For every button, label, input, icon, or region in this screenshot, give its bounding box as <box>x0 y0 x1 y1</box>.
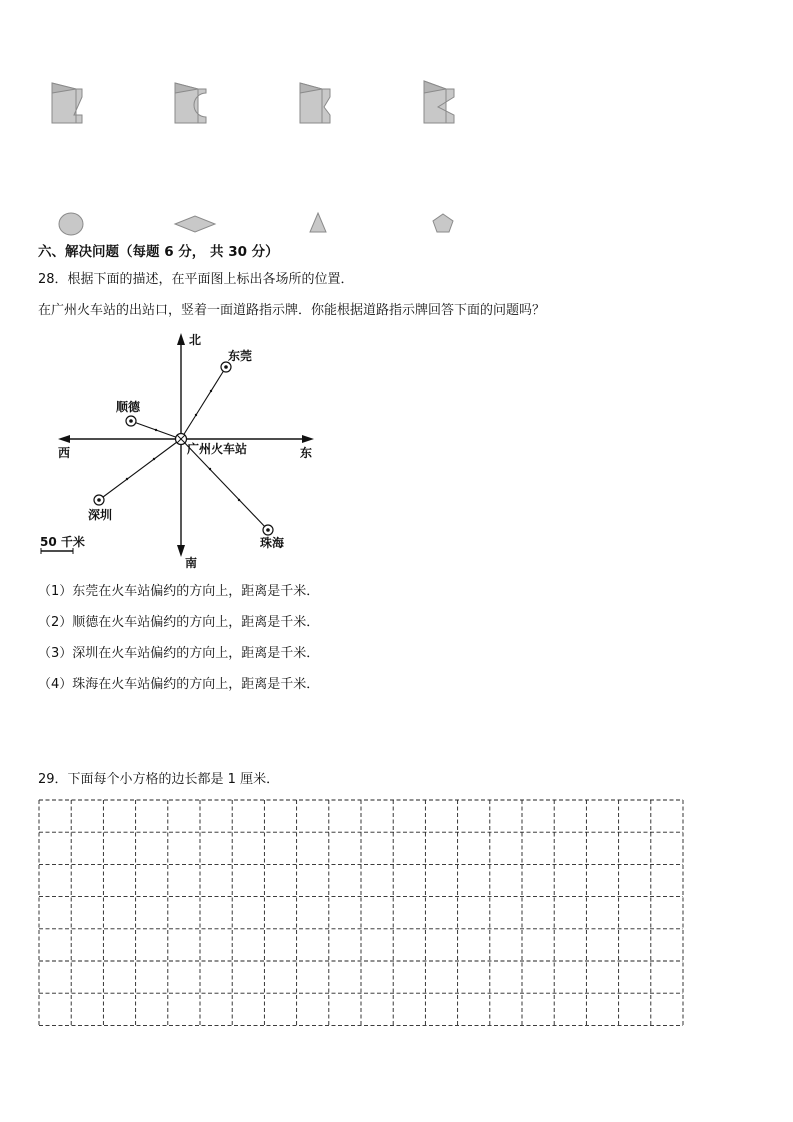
scale-label: 50 千米 <box>40 535 85 549</box>
folded-shape-2 <box>175 83 206 123</box>
north-arrow-icon <box>177 333 185 345</box>
triangle-shape <box>310 213 326 232</box>
rhombus-shape <box>175 216 215 232</box>
label-east: 东 <box>300 446 313 460</box>
square-grid <box>38 799 688 1035</box>
folded-shapes-row <box>40 75 480 130</box>
label-west: 西 <box>58 446 71 460</box>
section-title: 六、解决问题（每题 6 分， 共 30 分） <box>38 244 279 260</box>
direction-map <box>0 325 340 575</box>
marker-dongguan <box>221 362 231 372</box>
pentagon-shape <box>433 214 453 232</box>
label-shunde: 顺德 <box>116 400 141 414</box>
circle-shape <box>59 213 83 235</box>
q28-sub-4: （4）珠海在火车站偏约的方向上，距离是千米． <box>38 677 320 692</box>
ray-shenzhen <box>99 439 181 500</box>
label-zhuhai: 珠海 <box>260 536 285 550</box>
q28-sub-1: （1）东莞在火车站偏约的方向上，距离是千米． <box>38 584 320 599</box>
folded-shape-1 <box>52 83 82 123</box>
label-south: 南 <box>185 556 198 570</box>
west-arrow-icon <box>58 435 70 443</box>
simple-shapes-row <box>40 208 480 240</box>
south-arrow-icon <box>177 545 185 557</box>
marker-shenzhen <box>94 495 104 505</box>
label-shenzhen: 深圳 <box>88 508 113 522</box>
q28-sub-2: （2）顺德在火车站偏约的方向上，距离是千米． <box>38 615 320 630</box>
label-dongguan: 东莞 <box>228 349 253 363</box>
q28-sub-3: （3）深圳在火车站偏约的方向上，距离是千米． <box>38 646 320 661</box>
q29-stem: 29．下面每个小方格的边长都是 1 厘米． <box>38 772 280 787</box>
folded-shape-3 <box>300 83 330 123</box>
east-arrow-icon <box>302 435 314 443</box>
marker-shunde <box>126 416 136 426</box>
marker-center <box>176 434 187 445</box>
folded-shape-4 <box>424 81 454 123</box>
ray-dongguan <box>181 367 226 439</box>
q28-intro: 在广州火车站的出站口，竖着一面道路指示牌．你能根据道路指示牌回答下面的问题吗？ <box>38 303 546 318</box>
q28-stem: 28．根据下面的描述，在平面图上标出各场所的位置． <box>38 272 354 287</box>
marker-zhuhai <box>263 525 273 535</box>
label-center: 广州火车站 <box>187 442 248 456</box>
label-north: 北 <box>189 333 202 347</box>
